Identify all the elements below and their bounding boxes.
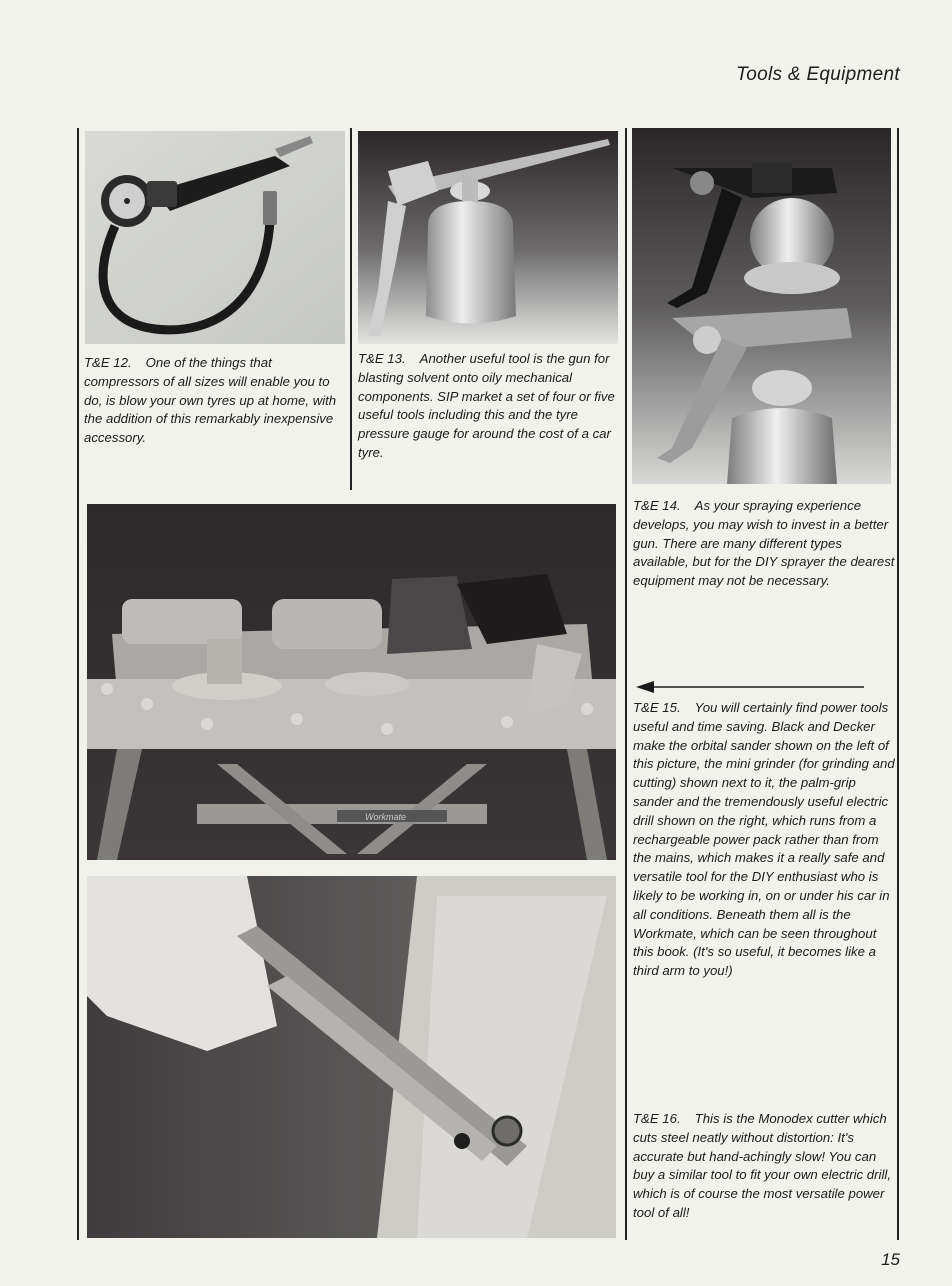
arrow-left-icon [636, 680, 864, 694]
caption-number: T&E 14. [633, 498, 681, 513]
caption-te-13 [358, 350, 620, 463]
tyre-pressure-gauge-photo [85, 131, 345, 344]
solvent-gun-photo [358, 131, 618, 344]
caption-text: Another useful tool is the gun for blasting solvent onto oily mechanical components. SIP market a set of four or five useful tools including this and the tyre pressure gauge for around the cost of a car tyre. [358, 351, 615, 460]
caption-te-16 [633, 1110, 895, 1223]
caption-text: As your spraying experience develops, you may wish to invest in a better gun. There are many different types available, but for the DIY sprayer the dearest equipment may not be necessary. [633, 498, 895, 589]
caption-number: T&E 13. [358, 351, 406, 366]
caption-number: T&E 12. [84, 355, 132, 370]
power-tools-workmate-photo [87, 504, 616, 860]
middle-column-rule [350, 128, 352, 490]
caption-te-15 [633, 699, 895, 981]
caption-text: One of the things that compressors of all sizes will enable you to do, is blow your own tyres up at home, with the addition of this remarkably inexpensive accessory. [84, 355, 337, 446]
right-column-rule [625, 128, 627, 1240]
caption-number: T&E 16. [633, 1111, 681, 1126]
left-column-rule [77, 128, 79, 1240]
page-number: 15 [881, 1250, 900, 1269]
spray-guns-photo [632, 128, 891, 484]
caption-text: This is the Monodex cutter which cuts steel neatly without distortion: It's accurate but hand-achingly slow! You can buy a similar tool to fit your own electric drill, which is of course the most versatile power tool of all! [633, 1111, 891, 1220]
caption-te-14 [633, 497, 895, 591]
monodex-cutter-photo [87, 876, 616, 1238]
far-right-column-rule [897, 128, 899, 1240]
caption-text: You will certainly find power tools useful and time saving. Black and Decker make the orbital sander shown on the left of this picture, the mini grinder (for grinding and cutting) shown next to it, the palm-grip sander and the tremendously useful electric drill shown on the right, which runs from a rechargeable power pack rather than from the mains, which makes it a really safe and versatile tool for the DIY enthusiast who is likely to be working in, on or under his car in all conditions. Beneath them all is the Workmate, which can be seen throughout this book. (It's so useful, it becomes like a third arm to you!) [633, 700, 895, 979]
caption-te-12 [84, 354, 346, 448]
workmate-label: Workmate [365, 812, 407, 822]
caption-number: T&E 15. [633, 700, 681, 715]
page-header-title: Tools & Equipment [736, 64, 900, 85]
